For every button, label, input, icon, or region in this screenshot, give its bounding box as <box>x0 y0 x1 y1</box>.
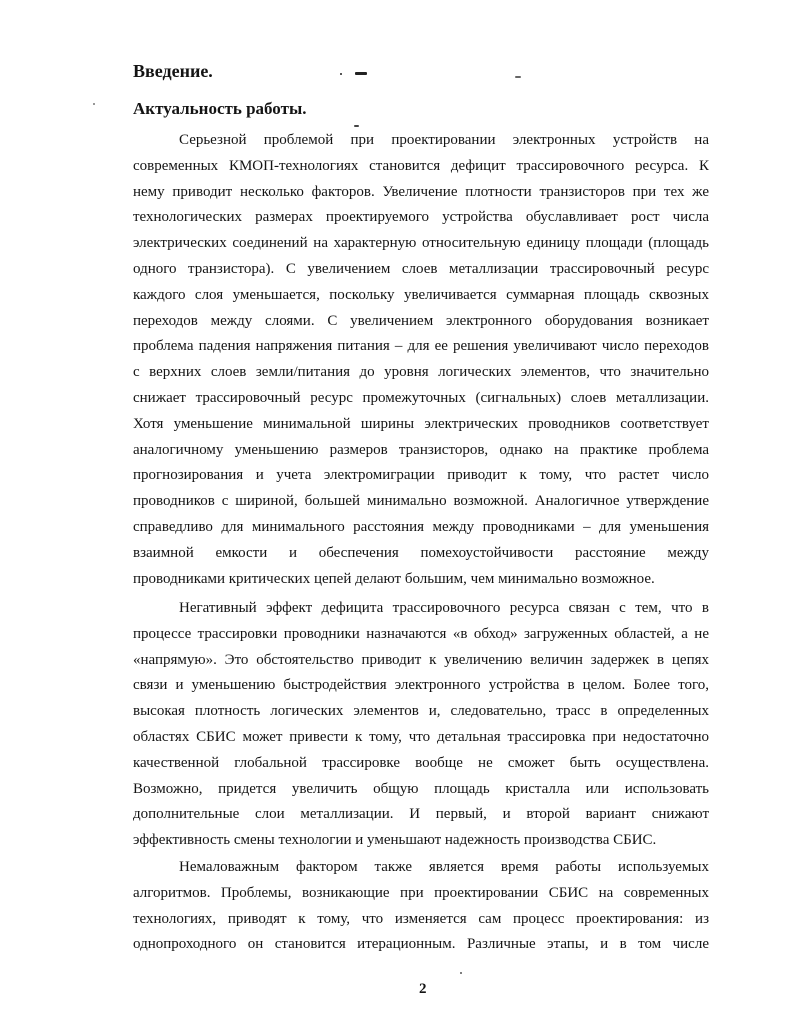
paragraph-line: Немаловажным фактором также является время работы используемых <box>179 859 709 875</box>
paragraph-line: одного транзистора). С увеличением слоев металлизации трассировочный ресурс <box>133 260 709 277</box>
paragraph-line: электрических соединений на характерную относительную единицу площади (площадь <box>133 235 709 252</box>
paragraph-line: нему приводит несколько факторов. Увеличение плотности транзисторов при тех же <box>133 183 709 200</box>
paragraph-line: аналогичному уменьшению размеров транзисторов, однако на практике проблема <box>133 441 709 458</box>
paragraph-line: высокая плотность логических элементов и, следовательно, трасс в определенных <box>133 703 709 720</box>
paragraph-line: проводниками критических цепей делают большим, чем минимально возможное. <box>133 570 655 587</box>
paragraph-line: снижает трассировочный ресурс промежуточных (сигнальных) слоев металлизации. <box>133 389 709 406</box>
paragraph-line: каждого слоя уменьшается, поскольку увеличивается суммарная площадь сквозных <box>133 286 709 303</box>
paragraph-line: связи и уменьшению быстродействия электронного устройства в целом. Более того, <box>133 677 709 694</box>
paragraph-line: технологических размерах проектируемого устройства обуславливает рост числа <box>133 209 709 226</box>
paragraph-line: прогнозирования и учета электромиграции приводит к тому, что растет число <box>133 467 709 484</box>
paragraph-line: Хотя уменьшение минимальной ширины электрических проводников соответствует <box>133 415 709 432</box>
scan-speck <box>515 76 521 78</box>
heading-relevance: Актуальность работы. <box>133 99 307 118</box>
scan-speck <box>460 972 462 974</box>
scan-speck <box>93 103 95 105</box>
paragraph-line: «напрямую». Это обстоятельство приводит к увеличению величин задержек в цепях <box>133 651 709 668</box>
paragraph-line: Серьезной проблемой при проектировании электронных устройств на <box>179 132 709 148</box>
paragraph-line: областях СБИС может привести к тому, что детальная трассировка при недостаточно <box>133 728 709 745</box>
paragraph-line: переходов между слоями. С увеличением электронного оборудования возникает <box>133 312 709 329</box>
paragraph-line: Возможно, придется увеличить общую площадь кристалла или использовать <box>133 780 709 797</box>
paragraph-line: технологиях, приводят к тому, что изменяется сам процесс проектирования: из <box>133 910 709 927</box>
paragraph-1 <box>133 128 709 592</box>
paragraph-line: качественной глобальной трассировке вообще не сможет быть осуществлена. <box>133 754 709 771</box>
paragraph-line: проблема падения напряжения питания – для ее решения увеличивают число переходов <box>133 338 709 355</box>
scan-speck <box>355 72 367 75</box>
paragraph-line: алгоритмов. Проблемы, возникающие при проектировании СБИС на современных <box>133 884 709 901</box>
paragraph-line: процессе трассировки проводники назначаются «в обход» загруженных областей, а не <box>133 625 709 642</box>
scan-speck <box>340 73 342 75</box>
paragraph-line: дополнительные слои металлизации. И первый, и второй вариант снижают <box>133 806 709 823</box>
paragraph-line: Негативный эффект дефицита трассировочного ресурса связан с тем, что в <box>179 600 709 616</box>
paragraph-line: эффективность смены технологии и уменьшают надежность производства СБИС. <box>133 832 657 849</box>
paragraph-line: проводников с шириной, большей минимально возможной. Аналогичное утверждение <box>133 493 709 510</box>
heading-introduction: Введение. <box>133 61 213 81</box>
paragraph-line: современных КМОП-технологиях становится дефицит трассировочного ресурса. К <box>133 157 709 174</box>
paragraph-3 <box>133 855 709 958</box>
scan-speck <box>354 125 359 127</box>
paragraph-line: с верхних слоев земли/питания до уровня логических элементов, что значительно <box>133 364 709 381</box>
paragraph-line: взаимной емкости и обеспечения помехоустойчивости расстояние между <box>133 544 709 561</box>
paragraph-2 <box>133 596 709 854</box>
paragraph-line: справедливо для минимального расстояния между проводниками – для уменьшения <box>133 518 709 535</box>
paragraph-line: однопроходного он становится итерационным. Различные этапы, и в том числе <box>133 936 709 953</box>
page-number: 2 <box>419 981 427 997</box>
